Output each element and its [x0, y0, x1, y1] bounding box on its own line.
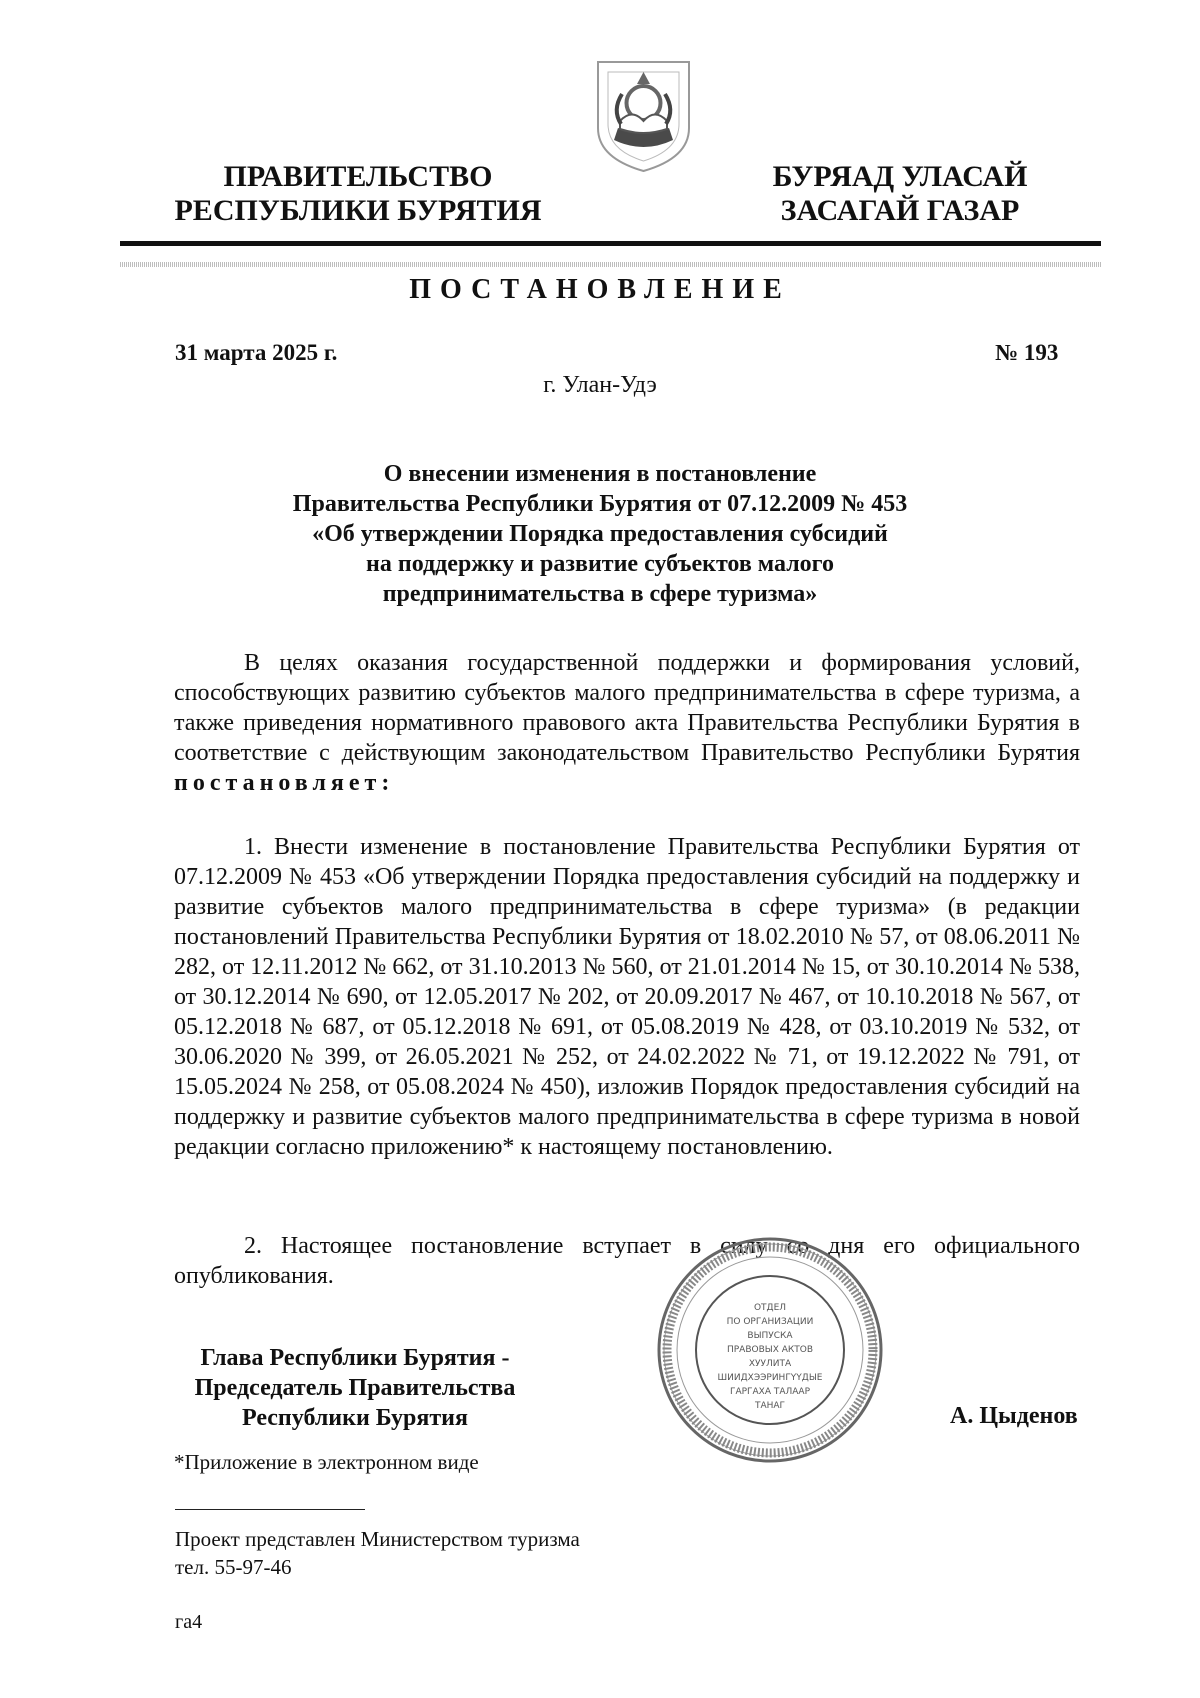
title-line: Правительства Республики Бурятия от 07.12.2009 № 453 [292, 491, 908, 517]
header-divider-thick [120, 241, 1101, 246]
official-seal-icon [655, 1235, 885, 1465]
attachment-note: *Приложение в электронном виде [174, 1450, 479, 1474]
item-2-paragraph: 2. Настоящее постановление вступает в силу со дня его официального опубликования. [174, 1233, 1080, 1289]
document-place: г. Улан-Удэ [543, 372, 657, 398]
header-right-line2: ЗАСАГАЙ ГАЗАР [780, 194, 1020, 227]
footer-prepared-by: Проект представлен Министерством туризма [175, 1527, 580, 1551]
title-line: предпринимательства в сфере туризма» [382, 581, 818, 607]
document-number: № 193 [995, 340, 1059, 365]
footnote-divider [175, 1509, 365, 1510]
signer-position-line2: Председатель Правительства [194, 1375, 516, 1401]
footer-code: га4 [175, 1611, 203, 1633]
header-left-line2: РЕСПУБЛИКИ БУРЯТИЯ [174, 194, 542, 227]
title-line: О внесении изменения в постановление [383, 461, 817, 487]
header-left-organization [168, 160, 548, 228]
signer-position-line3: Республики Бурятия [241, 1405, 468, 1431]
seal-text-line: ПО ОРГАНИЗАЦИИ [726, 1317, 814, 1327]
header-left-line1: ПРАВИТЕЛЬСТВО [223, 160, 493, 193]
seal-text-line: ШИИДХЭЭРИНГҮҮДЫЕ [717, 1373, 823, 1383]
seal-text-line: ВЫПУСКА [747, 1331, 793, 1341]
signer-position-line1: Глава Республики Бурятия - [200, 1345, 510, 1371]
seal-text-line: ГАРГАХА ТАЛААР [729, 1387, 811, 1397]
title-line: «Об утверждении Порядка предоставления субсидий [312, 521, 888, 547]
header-divider-thin [120, 262, 1101, 267]
document-type: ПОСТАНОВЛЕНИЕ [409, 274, 791, 305]
document-title [200, 459, 1000, 609]
seal-text-line: ХУУЛИТА [748, 1359, 792, 1369]
footer-phone: тел. 55-97-46 [175, 1555, 292, 1579]
coat-of-arms-icon [592, 58, 695, 174]
header-right-line1: БУРЯАД УЛАСАЙ [772, 160, 1028, 193]
seal-text-line: ПРАВОВЫХ АКТОВ [726, 1345, 814, 1355]
signer-name: А. Цыденов [950, 1403, 1078, 1429]
item-1-paragraph: 1. Внести изменение в постановление Правительства Республики Бурятия от 07.12.2009 № 453 «Об утверждении Порядка предоставления субсидий на поддержку и развитие субъектов малого предпринимательства в сфере туризма» (в редакции постановлений Правительства Республики Бурятия от 18.02.2010 № 57, от 08.06.2011 № 282, от 12.11.2012 № 662, от 31.10.2013 № 560, от 21.01.2014 № 15, от 30.10.2014 № 538, от 30.12.2014 № 690, от 12.05.2017 № 202, от 20.09.2017 № 467, от 10.10.2018 № 567, от 05.12.2018 № 687, от 05.12.2018 № 691, от 05.08.2019 № 428, от 03.10.2019 № 532, от 30.06.2020 № 399, от 26.05.2021 № 252, от 24.02.2022 № 71, от 19.12.2022 № 791, от 15.05.2024 № 258, от 05.08.2024 № 450), изложив Порядок предоставления субсидий на поддержку и развитие субъектов малого предпринимательства в сфере туризма в новой редакции согласно приложению* к настоящему постановлению. [174, 834, 1080, 1160]
preamble-paragraph [174, 648, 1080, 798]
preamble-text: В целях оказания государственной поддержки и формирования условий, способствующих развитию субъектов малого предпринимательства в сфере туризма, а также приведения нормативного правового акта Правительства Республики Бурятия в соответствие с действующим законодательством Правительство Республики Бурятия [174, 650, 1080, 766]
resolves-keyword: постановляет: [174, 770, 395, 796]
header-right-organization [735, 160, 1065, 228]
title-line: на поддержку и развитие субъектов малого [366, 551, 834, 577]
seal-text-line: ОТДЕЛ [753, 1303, 787, 1313]
signer-position [150, 1343, 560, 1433]
document-date: 31 марта 2025 г. [175, 340, 338, 365]
seal-text-line: ТАНАГ [754, 1401, 786, 1411]
